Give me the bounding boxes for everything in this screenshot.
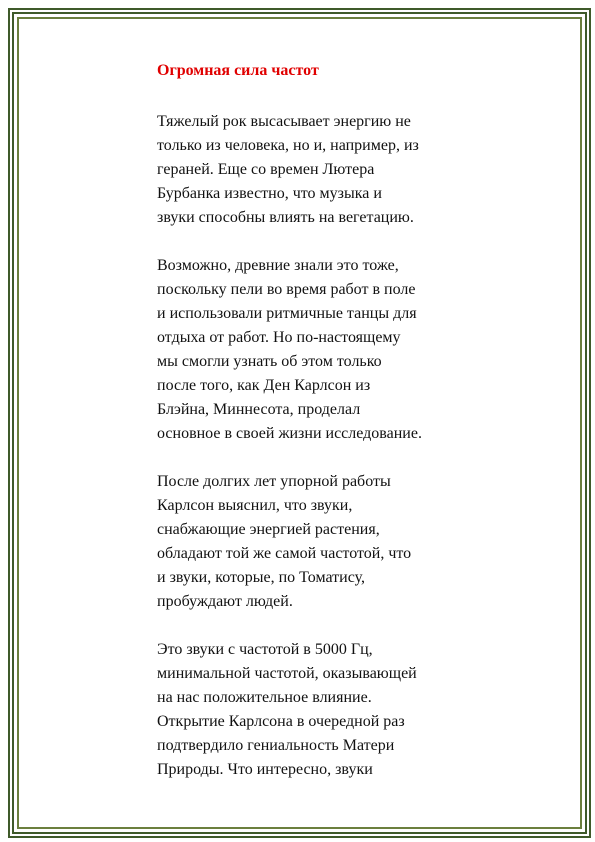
text-line: Природы. Что интересно, звуки: [157, 761, 373, 778]
paragraph-4: [157, 638, 492, 782]
text-line: основное в своей жизни исследование.: [157, 425, 422, 442]
text-line: только из человека, но и, например, из: [157, 137, 419, 154]
text-line: Возможно, древние знали это тоже,: [157, 257, 399, 274]
text-line: Блэйна, Миннесота, проделал: [157, 401, 361, 418]
text-line: Бурбанка известно, что музыка и: [157, 185, 382, 202]
text-line: обладают той же самой частотой, что: [157, 545, 412, 562]
document-title: Огромная сила частот: [157, 62, 319, 79]
document-content: [157, 60, 492, 782]
text-line: звуки способны влиять на вегетацию.: [157, 209, 414, 226]
text-line: Тяжелый рок высасывает энергию не: [157, 113, 411, 130]
text-line: мы смогли узнать об этом только: [157, 353, 382, 370]
text-line: после того, как Ден Карлсон из: [157, 377, 371, 394]
text-line: снабжающие энергией растения,: [157, 521, 380, 538]
text-line: подтвердило гениальность Матери: [157, 737, 395, 754]
text-line: Карлсон выяснил, что звуки,: [157, 497, 353, 514]
paragraph-1: [157, 110, 492, 230]
text-line: После долгих лет упорной работы: [157, 473, 391, 490]
text-line: пробуждают людей.: [157, 593, 293, 610]
text-line: на нас положительное влияние.: [157, 689, 372, 706]
text-line: Это звуки с частотой в 5000 Гц,: [157, 641, 373, 658]
text-line: и звуки, которые, по Томатису,: [157, 569, 365, 586]
text-line: и использовали ритмичные танцы для: [157, 305, 417, 322]
text-line: Открытие Карлсона в очередной раз: [157, 713, 405, 730]
text-line: гераней. Еще со времен Лютера: [157, 161, 375, 178]
text-line: минимальной частотой, оказывающей: [157, 665, 417, 682]
paragraph-2: [157, 254, 492, 446]
text-line: отдыха от работ. Но по-настоящему: [157, 329, 401, 346]
text-line: поскольку пели во время работ в поле: [157, 281, 416, 298]
paragraph-3: [157, 470, 492, 614]
